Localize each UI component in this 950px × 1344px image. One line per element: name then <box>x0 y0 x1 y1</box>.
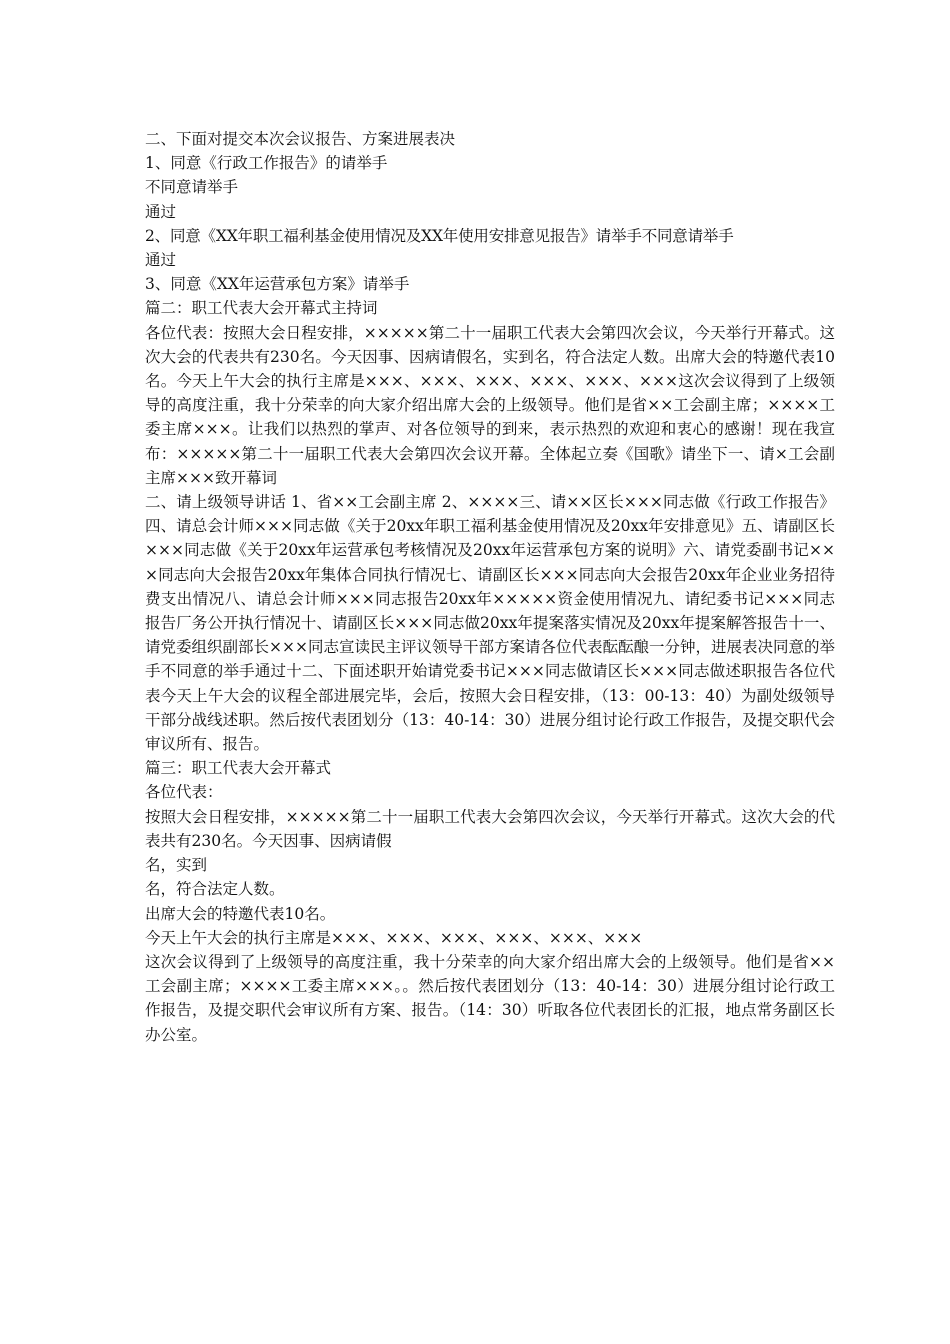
paragraph: 通过 <box>145 251 177 270</box>
paragraph: 各位代表： <box>145 783 223 802</box>
section-heading: 篇二：职工代表大会开幕式主持词 <box>145 299 378 318</box>
paragraph: 3、同意《XX年运营承包方案》请举手 <box>145 275 410 294</box>
paragraph: 按照大会日程安排，×××××第二十一届职工代表大会第四次会议，今天举行开幕式。这次大会的代表共有230名。今天因事、因病请假 <box>145 807 835 850</box>
paragraph: 名，实到 <box>145 856 208 875</box>
paragraph: 2、同意《XX年职工福利基金使用情况及XX年使用安排意见报告》请举手不同意请举手 <box>145 226 734 245</box>
paragraph: 二、下面对提交本次会议报告、方案进展表决 <box>145 130 456 148</box>
document-body <box>145 127 835 1047</box>
paragraph: 通过 <box>145 202 177 221</box>
paragraph: 1、同意《行政工作报告》的请举手 <box>145 154 388 173</box>
paragraph: 名，符合法定人数。 <box>145 880 285 899</box>
section-heading: 篇三：职工代表大会开幕式 <box>145 759 332 778</box>
paragraph: 这次会议得到了上级领导的高度注重，我十分荣幸的向大家介绍出席大会的上级领导。他们是省××工会副主席；××××工委主席×××。。然后按代表团划分（13：40-14：30）进展分组讨论行政工作报告，及提交职代会审议所有方案、报告。（14：30）听取各位代表团长的汇报，地点常务副区长办公室。 <box>145 952 835 1044</box>
paragraph: 出席大会的特邀代表10名。 <box>145 904 336 923</box>
paragraph: 不同意请举手 <box>145 178 239 197</box>
paragraph: 今天上午大会的执行主席是×××、×××、×××、×××、×××、××× <box>145 928 643 947</box>
paragraph: 二、请上级领导讲话 1、省××工会副主席 2、××××三、请××区长×××同志做《行政工作报告》四、请总会计师×××同志做《关于20xx年职工福利基金使用情况及20xx年安排意见》五、请副区长×××同志做《关于20xx年运营承包考核情况及20xx年运营承包方案的说明》六、请党委副书记×××同志向大会报告20xx年集体合同执行情况七、请副区长×××同志向大会报告20xx年企业业务招待费支出情况八、请总会计师×××同志报告20xx年×××××资金使用情况九、请纪委书记×××同志报告厂务公开执行情况十、请副区长×××同志做20xx年提案落实情况及20xx年提案解答报告十一、请党委组织副部长×××同志宣读民主评议领导干部方案请各位代表酝酝酿一分钟，进展表决同意的举手不同意的举手通过十二、下面述职开始请党委书记×××同志做请区长×××同志做述职报告各位代表今天上午大会的议程全部进展完毕，会后，按照大会日程安排，（13：00-13：40）为副处级领导干部分战线述职。然后按代表团划分（13：40-14：30）进展分组讨论行政工作报告，及提交职代会审议所有、报告。 <box>145 493 835 754</box>
paragraph: 各位代表：按照大会日程安排，×××××第二十一届职工代表大会第四次会议，今天举行开幕式。这次大会的代表共有230名。今天因事、因病请假名，实到名，符合法定人数。出席大会的特邀代表10名。今天上午大会的执行主席是×××、×××、×××、×××、×××、×××这次会议得到了上级领导的高度注重，我十分荣幸的向大家介绍出席大会的上级领导。他们是省××工会副主席；××××工委主席×××。让我们以热烈的掌声、对各位领导的到来，表示热烈的欢迎和衷心的感谢！现在我宣布：×××××第二十一届职工代表大会第四次会议开幕。全体起立奏《国歌》请坐下一、请×工会副主席×××致开幕词 <box>145 323 835 487</box>
